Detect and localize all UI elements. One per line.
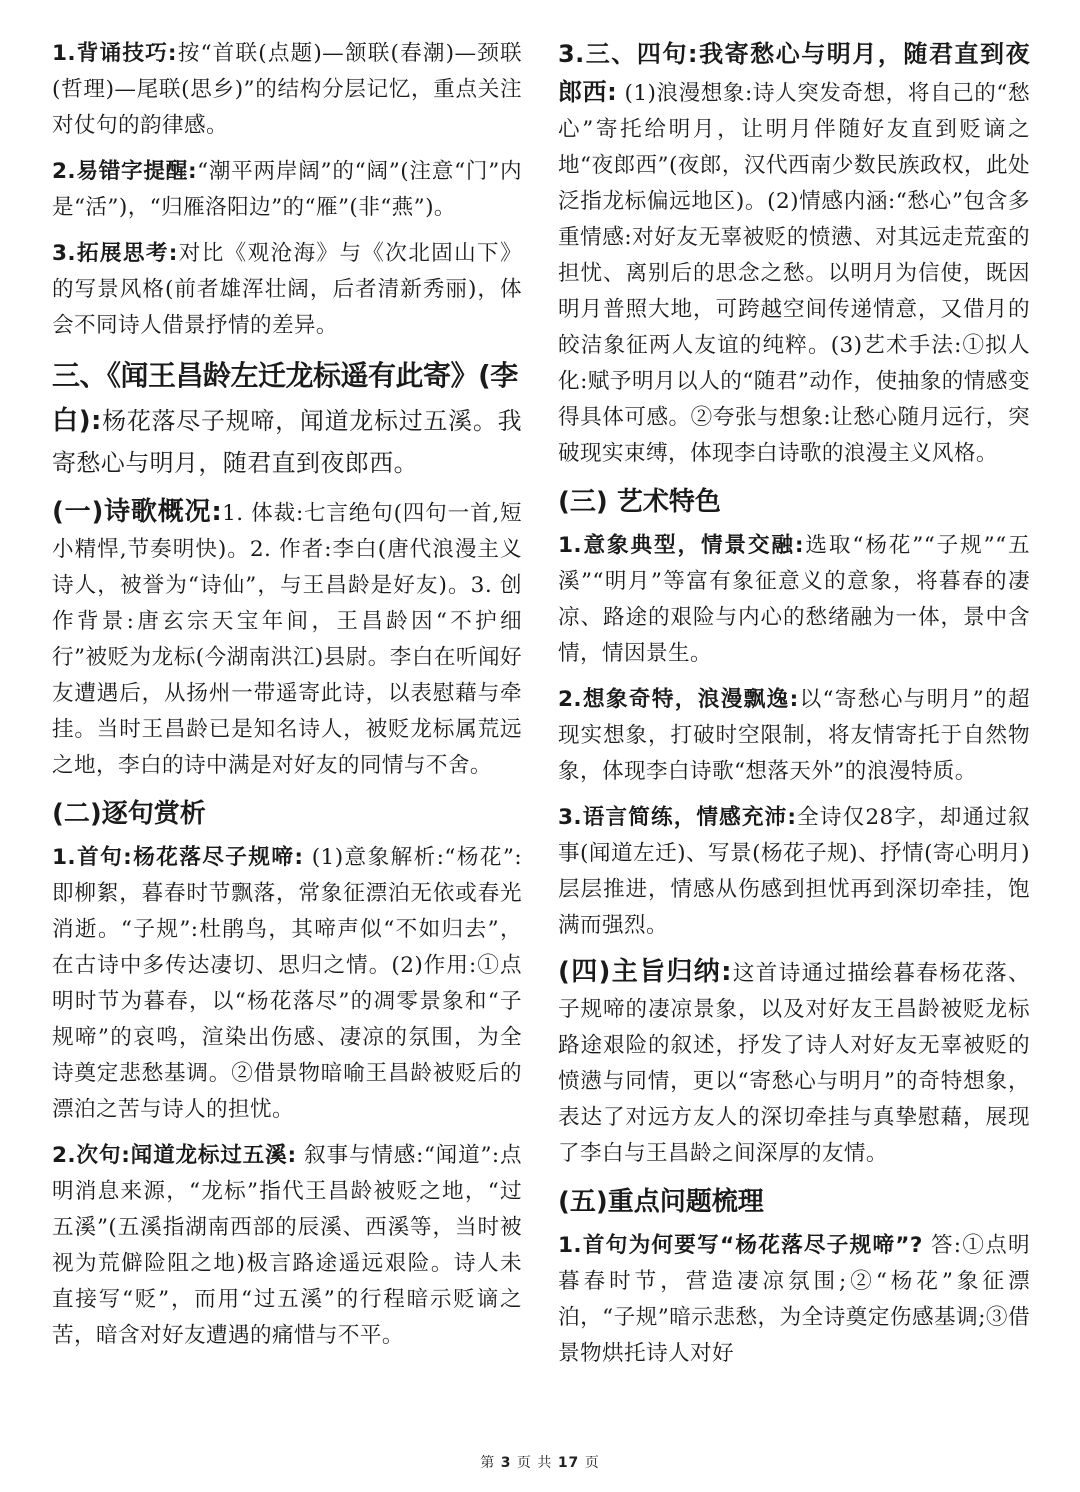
paragraph-lead: 白): bbox=[52, 406, 102, 436]
section-title: 三、《闻王昌龄左迁龙标遥有此寄》(李 bbox=[52, 359, 518, 392]
paragraph-theme-summary bbox=[558, 954, 1030, 1172]
paragraph-extended-thinking bbox=[52, 236, 522, 344]
left-column bbox=[52, 36, 522, 1364]
subheading-art-features: (三) 艺术特色 bbox=[558, 487, 721, 517]
paragraph-text: 这首诗通过描绘暮春杨花落、子规啼的凄凉景象，以及对好友王昌龄被贬龙标路途艰险的叙述，抒发了诗人对好友无辜被贬的愤懑与同情，更以“寄愁心与明月”的奇特想象，表达了对远方友人的深切牵挂与真挚慰藉，展现了李白与王昌龄之间深厚的友情。 bbox=[558, 961, 1030, 1166]
paragraph-recitation-tips bbox=[52, 36, 522, 144]
paragraph-text: 1. 体裁:七言绝句(四句一首,短小精悍,节奏明快)。2. 作者:李白(唐代浪漫主义诗人，被誉为“诗仙”，与王昌龄是好友)。3. 创作背景:唐玄宗天宝年间，王昌龄因“不护细行”被贬为龙标(今湖南洪江)县尉。李白在听闻好友遭遇后，从扬州一带遥寄此诗，以表慰藉与牵挂。当时王昌龄已是知名诗人，被贬龙标属荒远之地，李白的诗中满是对好友的同情与不舍。 bbox=[52, 501, 522, 778]
paragraph-text: 按“首联(点题)—颔联(春潮)—颈联(哲理)—尾联(思乡)”的结构分层记忆，重点关注对仗句的韵律感。 bbox=[52, 41, 522, 138]
paragraph-text: 以“寄愁心与明月”的超现实想象，打破时空限制，将友情寄托于自然物象，体现李白诗歌“想落天外”的浪漫特质。 bbox=[558, 687, 1030, 784]
subheading-line-analysis: (二)逐句赏析 bbox=[52, 799, 206, 829]
paragraph-lead: 3.三、四句:我寄愁心与明月，随君直到夜郎西: bbox=[558, 40, 1030, 106]
footer-prefix: 第 bbox=[480, 1455, 496, 1471]
footer-suffix: 页 bbox=[584, 1455, 600, 1471]
paragraph-art-three bbox=[558, 800, 1030, 944]
current-page-number: 3 bbox=[500, 1455, 512, 1471]
paragraph-typo-reminder bbox=[52, 154, 522, 226]
page-footer bbox=[0, 1452, 1080, 1472]
paragraph-text: “潮平两岸阔”的“阔”(注意“门”内是“活”)，“归雁洛阳边”的“雁”(非“燕”)。 bbox=[52, 159, 522, 220]
paragraph-line-one bbox=[52, 840, 522, 1128]
poem-text bbox=[52, 400, 522, 484]
paragraph-text: 选取“杨花”“子规”“五溪”“明月”等富有象征意义的意象，将暮春的凄凉、路途的艰险与内心的愁绪融为一体，景中含情，情因景生。 bbox=[558, 533, 1030, 666]
footer-middle: 页 共 bbox=[516, 1455, 553, 1471]
paragraph-lines-three-four bbox=[558, 36, 1030, 472]
paragraph-lead: 1.首句为何要写“杨花落尽子规啼”? bbox=[558, 1233, 923, 1258]
paragraph-text: 叙事与情感:“闻道”:点明消息来源，“龙标”指代王昌龄被贬之地，“过五溪”(五溪指湖南西部的辰溪、西溪等，当时被视为荒僻险阻之地)极言路途遥远艰险。诗人未直接写“贬”，而用“过五溪”的行程暗示贬谪之苦，暗含对好友遭遇的痛惜与不平。 bbox=[52, 1143, 522, 1348]
paragraph-lead: 2.想象奇特，浪漫飘逸: bbox=[558, 687, 799, 712]
paragraph-lead: 2.易错字提醒: bbox=[52, 159, 198, 184]
right-column bbox=[558, 36, 1030, 1382]
paragraph-question-one bbox=[558, 1228, 1030, 1372]
paragraph-text: 杨花落尽子规啼，闻道龙标过五溪。我寄愁心与明月，随君直到夜郎西。 bbox=[52, 407, 522, 477]
subheading-key-questions: (五)重点问题梳理 bbox=[558, 1187, 764, 1217]
paragraph-art-two bbox=[558, 682, 1030, 790]
paragraph-lead: 3.拓展思考: bbox=[52, 241, 178, 266]
paragraph-art-one bbox=[558, 528, 1030, 672]
paragraph-text: 全诗仅28字，却通过叙事(闻道左迁)、写景(杨花子规)、抒情(寄心明月)层层推进，情感从伤感到担忧再到深切牵挂，饱满而强烈。 bbox=[558, 805, 1030, 938]
paragraph-lead: 2.次句:闻道龙标过五溪: bbox=[52, 1143, 297, 1168]
paragraph-line-two bbox=[52, 1138, 522, 1354]
paragraph-text: (1)浪漫想象:诗人突发奇想，将自己的“愁心”寄托给明月，让明月伴随好友直到贬谪之地“夜郎西”(夜郎，汉代西南少数民族政权，此处泛指龙标偏远地区)。(2)情感内涵:“愁心”包含多重情感:对好友无辜被贬的愤懑、对其远走荒蛮的担忧、离别后的思念之愁。以明月为信使，既因明月普照大地，可跨越空间传递情意，又借月的皎洁象征两人友谊的纯粹。(3)艺术手法:①拟人化:赋予明月以人的“随君”动作，使抽象的情感变得具体可感。②夸张与想象:让愁心随月远行，突破现实束缚，体现李白诗歌的浪漫主义风格。 bbox=[558, 81, 1030, 466]
paragraph-lead: 1.意象典型，情景交融: bbox=[558, 533, 804, 558]
paragraph-text: 答:①点明暮春时节，营造凄凉氛围;②“杨花”象征漂泊，“子规”暗示悲愁，为全诗奠定伤感基调;③借景物烘托诗人对好 bbox=[558, 1233, 1030, 1366]
paragraph-poem-overview bbox=[52, 494, 522, 784]
paragraph-lead: 1.背诵技巧: bbox=[52, 41, 177, 66]
paragraph-text: (1)意象解析:“杨花”:即柳絮，暮春时节飘落，常象征漂泊无依或春光消逝。“子规”:杜鹃鸟，其啼声似“不如归去”，在古诗中多传达凄切、思归之情。(2)作用:①点明时节为暮春，以“杨花落尽”的凋零景象和“子规啼”的哀鸣，渲染出伤感、凄凉的氛围，为全诗奠定悲愁基调。②借景物暗喻王昌龄被贬后的漂泊之苦与诗人的担忧。 bbox=[52, 845, 522, 1122]
paragraph-lead: (四)主旨归纳: bbox=[558, 957, 732, 987]
paragraph-lead: 3.语言简练，情感充沛: bbox=[558, 805, 797, 830]
paragraph-lead: 1.首句:杨花落尽子规啼: bbox=[52, 845, 304, 870]
total-page-count: 17 bbox=[557, 1455, 580, 1471]
paragraph-lead: (一)诗歌概况: bbox=[52, 497, 223, 527]
paragraph-text: 对比《观沧海》与《次北固山下》的写景风格(前者雄浑壮阔，后者清新秀丽)，体会不同诗人借景抒情的差异。 bbox=[52, 241, 522, 338]
